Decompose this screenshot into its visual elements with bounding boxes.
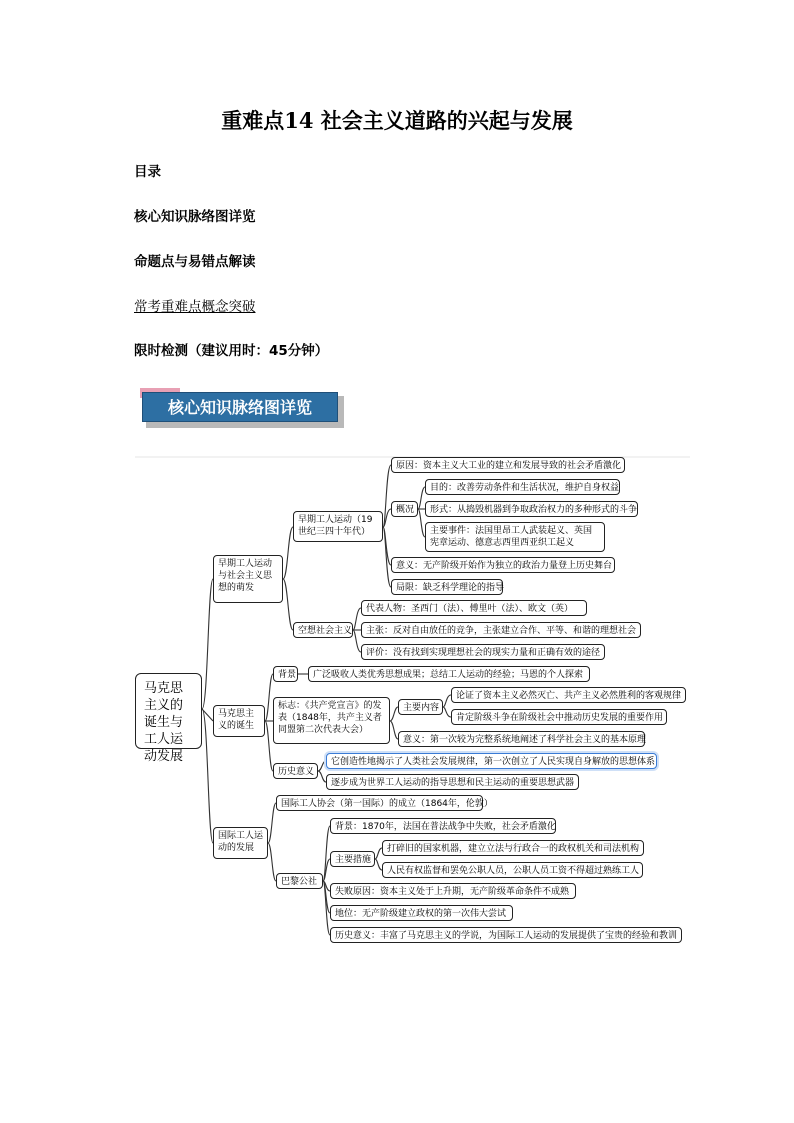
node-measure-state-machine[interactable]: 打碎旧的国家机器，建立立法与行政合一的政权机关和司法机构 <box>382 840 644 856</box>
node-international-workers-movement[interactable]: 国际工人运动的发展 <box>213 827 268 859</box>
node-limitation[interactable]: 局限：缺乏科学理论的指导 <box>391 579 503 595</box>
node-form[interactable]: 形式：从捣毁机器到争取政治权力的多种形式的斗争 <box>425 501 638 517</box>
toc-item-key-concepts-link[interactable]: 常考重难点概念突破 <box>134 299 256 315</box>
toc-item-timed-test[interactable]: 限时检测（建议用时：45分钟） <box>134 343 329 359</box>
toc-heading: 目录 <box>134 164 161 180</box>
node-communist-manifesto[interactable]: 标志：《共产党宣言》的发表（1848年，共产主义者同盟第二次代表大会） <box>273 697 390 744</box>
node-birth-of-marxism[interactable]: 马克思主义的诞生 <box>213 705 265 737</box>
node-background-text[interactable]: 广泛吸收人类优秀思想成果；总结工人运动的经验；马恩的个人探索 <box>308 666 590 682</box>
node-cause[interactable]: 原因：资本主义大工业的建立和发展导致的社会矛盾激化 <box>391 457 625 473</box>
toc-item-knowledge-map[interactable]: 核心知识脉络图详览 <box>134 209 256 225</box>
node-content-class-struggle[interactable]: 肯定阶级斗争在阶级社会中推动历史发展的重要作用 <box>451 709 667 725</box>
document-title: 重难点14 社会主义道路的兴起与发展 <box>221 108 573 133</box>
node-paris-significance[interactable]: 历史意义：丰富了马克思主义的学说，为国际工人运动的发展提供了宝贵的经验和教训 <box>330 927 682 943</box>
node-early-workers-movement[interactable]: 早期工人运动（19世纪三四十年代） <box>293 511 383 542</box>
node-utopian-socialism[interactable]: 空想社会主义 <box>293 622 353 638</box>
node-history-thought-system[interactable]: 它创造性地揭示了人类社会发展规律，第一次创立了人民实现自身解放的思想体系 <box>326 753 657 769</box>
node-evaluation[interactable]: 评价：没有找到实现理想社会的现实力量和正确有效的途径 <box>361 644 605 660</box>
toc-item-exam-points[interactable]: 命题点与易错点解读 <box>134 254 256 270</box>
node-background[interactable]: 背景 <box>273 666 298 682</box>
node-paris-commune[interactable]: 巴黎公社 <box>276 873 323 889</box>
node-manifesto-meaning[interactable]: 意义：第一次较为完整系统地阐述了科学社会主义的基本原理 <box>398 731 645 747</box>
node-history-guiding-ideology[interactable]: 逐步成为世界工人运动的指导思想和民主运动的重要思想武器 <box>326 774 579 790</box>
node-content-law[interactable]: 论证了资本主义必然灭亡、共产主义必然胜利的客观规律 <box>451 687 686 703</box>
node-first-international[interactable]: 国际工人协会（第一国际）的成立（1864年，伦敦） <box>276 795 483 811</box>
node-early-movement-and-socialism[interactable]: 早期工人运动与社会主义思想的萌发 <box>213 555 283 603</box>
node-historical-significance[interactable]: 历史意义 <box>273 763 318 779</box>
node-paris-background[interactable]: 背景：1870年，法国在普法战争中失败，社会矛盾激化 <box>330 818 556 834</box>
node-measure-supervision[interactable]: 人民有权监督和罢免公职人员，公职人员工资不得超过熟练工人 <box>382 862 643 878</box>
node-claim[interactable]: 主张：反对自由放任的竞争，主张建立合作、平等、和谐的理想社会 <box>361 622 641 638</box>
mindmap-root[interactable]: 马克思主义的诞生与工人运动发展 <box>135 673 202 749</box>
node-main-measures[interactable]: 主要措施 <box>330 851 375 867</box>
node-early-meaning[interactable]: 意义：无产阶级开始作为独立的政治力量登上历史舞台 <box>391 557 615 573</box>
node-overview[interactable]: 概况 <box>391 501 418 517</box>
node-main-events[interactable]: 主要事件：法国里昂工人武装起义、英国宪章运动、德意志西里西亚织工起义 <box>425 522 605 552</box>
node-failure-reason[interactable]: 失败原因：资本主义处于上升期，无产阶级革命条件不成熟 <box>330 883 576 899</box>
node-goal[interactable]: 目的：改善劳动条件和生活状况，维护自身权益 <box>425 479 620 495</box>
node-status[interactable]: 地位：无产阶级建立政权的第一次伟大尝试 <box>330 905 513 921</box>
banner-title: 核心知识脉络图详览 <box>142 392 338 422</box>
node-main-content[interactable]: 主要内容 <box>398 699 443 715</box>
node-representatives[interactable]: 代表人物：圣西门（法）、傅里叶（法）、欧文（英） <box>361 600 587 616</box>
